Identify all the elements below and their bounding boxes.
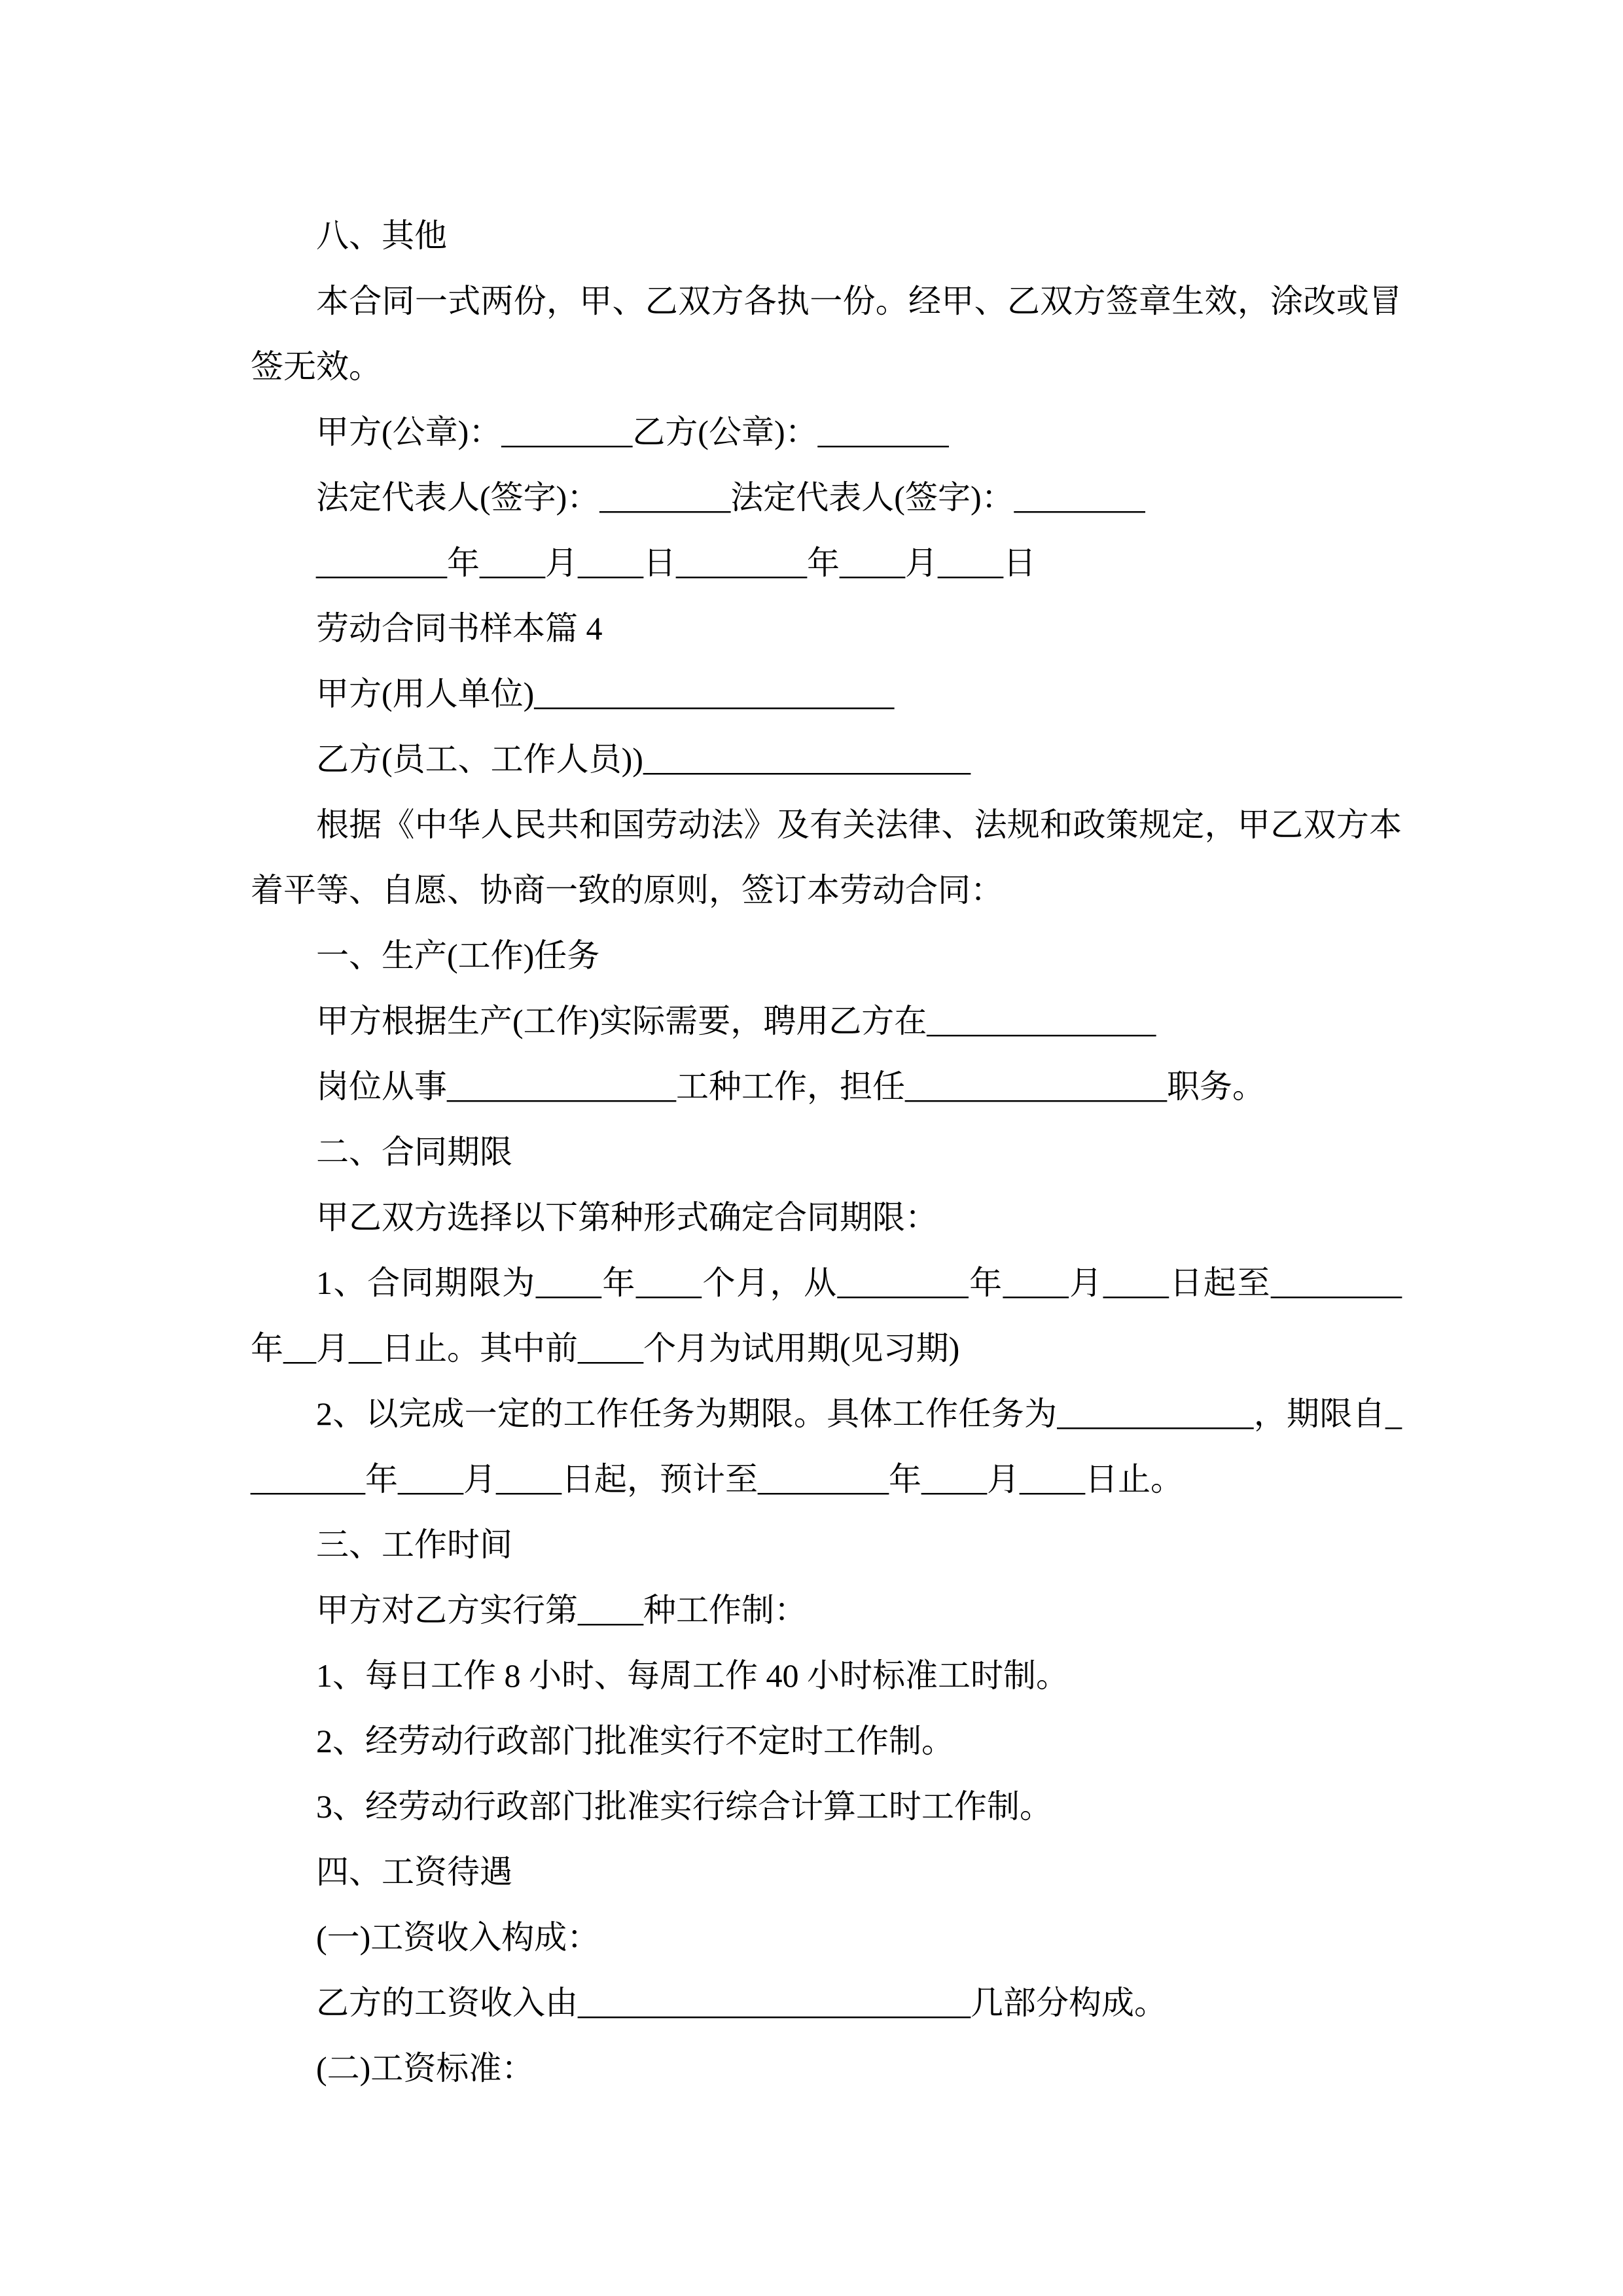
document-content: [251, 203, 1402, 2101]
doc-paragraph: 一、生产(工作)任务: [316, 937, 600, 974]
doc-paragraph: 甲方(用人单位)______________________: [316, 675, 895, 712]
doc-paragraph: 甲方根据生产(工作)实际需要，聘用乙方在______________: [316, 1003, 1156, 1039]
doc-paragraph: 法定代表人(签字)：________法定代表人(签字)：________: [316, 479, 1145, 516]
doc-paragraph: 2、经劳动行政部门批准实行不定时工作制。: [316, 1723, 954, 1759]
doc-paragraph: 本合同一式两份，甲、乙双方各执一份。经甲、乙双方签章生效，涂改或冒签无效。: [251, 283, 1402, 385]
doc-paragraph: 甲方(公章)：________乙方(公章)：________: [316, 414, 949, 450]
doc-paragraph: 八、其他: [316, 217, 447, 254]
doc-paragraph: 甲方对乙方实行第____种工作制：: [316, 1592, 807, 1628]
doc-paragraph: 岗位从事______________工种工作，担任________________职务。: [316, 1068, 1265, 1105]
doc-paragraph: 甲乙双方选择以下第种形式确定合同期限：: [316, 1199, 938, 1236]
doc-paragraph: (一)工资收入构成：: [316, 1919, 600, 1956]
doc-paragraph: 1、合同期限为____年____个月，从________年____月____日起至________年__月__日止。其中前____个月为试用期(见习期): [251, 1265, 1402, 1367]
doc-paragraph: (二)工资标准：: [316, 2050, 535, 2087]
doc-paragraph: 1、每日工作 8 小时、每周工作 40 小时标准工时制。: [316, 1657, 1069, 1694]
doc-paragraph: 乙方(员工、工作人员))____________________: [316, 741, 971, 778]
doc-paragraph: 四、工资待遇: [316, 1854, 512, 1890]
doc-paragraph: 劳动合同书样本篇 4: [316, 610, 603, 647]
doc-paragraph: 乙方的工资收入由________________________几部分构成。: [316, 1984, 1167, 2021]
doc-paragraph: ________年____月____日________年____月____日: [316, 545, 1036, 581]
doc-paragraph: 二、合同期限: [316, 1134, 512, 1170]
doc-paragraph: 3、经劳动行政部门批准实行综合计算工时工作制。: [316, 1788, 1052, 1825]
doc-paragraph: 根据《中华人民共和国劳动法》及有关法律、法规和政策规定，甲乙双方本着平等、自愿、协商一致的原则，签订本劳动合同：: [251, 806, 1402, 908]
doc-paragraph: 2、以完成一定的工作任务为期限。具体工作任务为____________，期限自________年____月____日起，预计至________年____月____日止。: [251, 1395, 1402, 1498]
doc-paragraph: 三、工作时间: [316, 1526, 512, 1563]
